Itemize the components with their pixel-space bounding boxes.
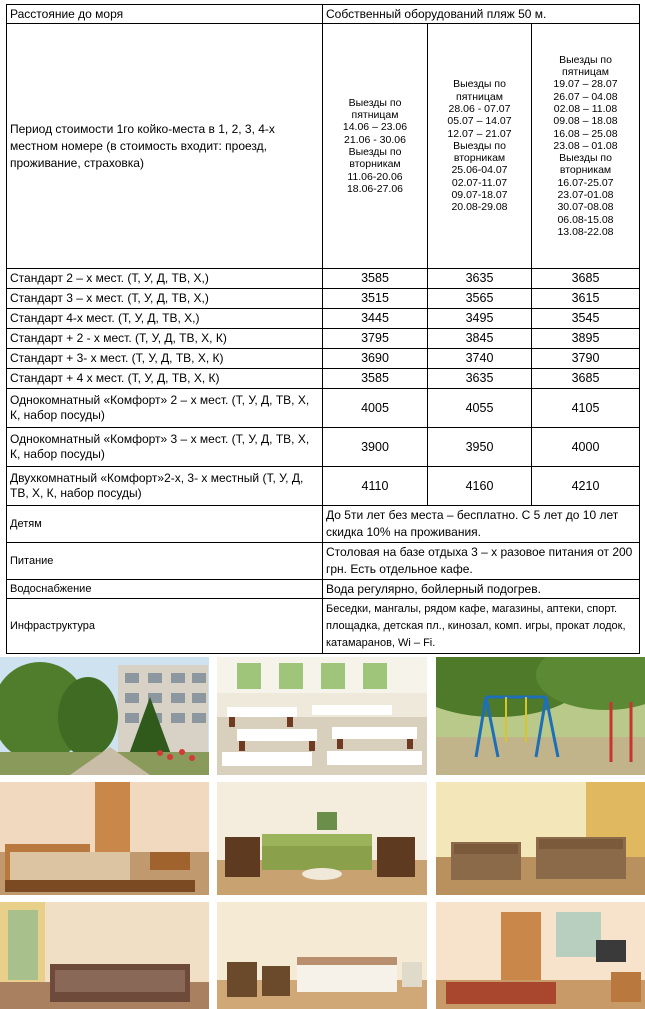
- distance-value: Собственный оборудований пляж 50 м.: [323, 5, 640, 24]
- period-line: Выезды по: [559, 53, 612, 66]
- price-cell: 4210: [532, 467, 640, 506]
- room-name: Двухкомнатный «Комфорт»2-х, 3- х местный (Т, У, Д, ТВ, Х, К, набор посуды): [7, 467, 323, 506]
- photo-playground: [436, 657, 645, 775]
- room-name: Стандарт + 4 х мест. (Т, У, Д, ТВ, Х, К): [7, 369, 323, 389]
- price-cell: 3690: [323, 349, 428, 369]
- period-line: 12.07 – 21.07: [447, 127, 512, 140]
- price-cell: 3900: [323, 428, 428, 467]
- period-line: 02.07-11.07: [451, 176, 508, 189]
- period-line: 25.06-04.07: [451, 164, 508, 177]
- period-line: 16.07-25.07: [557, 176, 614, 189]
- photo-bedroom-twin: [0, 782, 209, 895]
- info-value: Вода регулярно, бойлерный подогрев.: [323, 580, 640, 599]
- period-line: вторникам: [349, 158, 401, 171]
- table-row: [7, 428, 640, 467]
- table-row: [7, 309, 640, 329]
- period-col-3: [532, 24, 640, 269]
- price-cell: 4160: [428, 467, 532, 506]
- price-cell: 3740: [428, 349, 532, 369]
- period-line: Выезды по: [348, 146, 402, 158]
- info-label: Водоснабжение: [7, 580, 323, 599]
- period-line: Выезды по: [453, 78, 506, 91]
- price-cell: 3635: [428, 369, 532, 389]
- period-line: 18.06-27.06: [346, 182, 404, 195]
- info-row: [7, 599, 640, 654]
- price-cell: 3950: [428, 428, 532, 467]
- period-row: [7, 24, 640, 269]
- price-cell: 3685: [532, 369, 640, 389]
- price-table: [6, 4, 640, 654]
- period-line: 30.07-08.08: [557, 201, 614, 214]
- period-line: 16.08 – 25.08: [553, 127, 618, 140]
- period-line: Выезды по: [559, 152, 612, 165]
- period-line: пятницам: [456, 90, 503, 103]
- period-line: 21.06 - 30.06: [344, 133, 406, 146]
- distance-label: Расстояние до моря: [7, 5, 323, 24]
- room-name: Стандарт 3 – х мест. (Т, У, Д, ТВ, Х,): [7, 289, 323, 309]
- period-line: 09.07-18.07: [451, 189, 508, 202]
- price-cell: 3895: [532, 329, 640, 349]
- period-line: 13.08-22.08: [557, 225, 614, 238]
- price-cell: 3795: [323, 329, 428, 349]
- period-line: 09.08 – 18.08: [553, 115, 618, 128]
- price-cell: 3565: [428, 289, 532, 309]
- room-name: Однокомнатный «Комфорт» 3 – х мест. (Т, У, Д, ТВ, Х, К, набор посуды): [7, 428, 323, 467]
- room-name: Стандарт 4-х мест. (Т, У, Д, ТВ, Х,): [7, 309, 323, 329]
- period-line: 23.08 – 01.08: [553, 139, 618, 152]
- price-cell: 4005: [323, 389, 428, 428]
- price-cell: 3545: [532, 309, 640, 329]
- photo-room-double-bed: [217, 902, 427, 1009]
- room-name: Однокомнатный «Комфорт» 2 – х мест. (Т, У, Д, ТВ, Х, К, набор посуды): [7, 389, 323, 428]
- price-cell: 3635: [428, 269, 532, 289]
- table-row: [7, 369, 640, 389]
- period-line: 20.08-29.08: [451, 201, 508, 214]
- photo-living-room: [217, 782, 427, 895]
- photo-building-exterior: [0, 657, 209, 775]
- price-cell: 3845: [428, 329, 532, 349]
- table-row: [7, 329, 640, 349]
- table-row: [7, 269, 640, 289]
- table-row: [7, 349, 640, 369]
- info-label: Питание: [7, 543, 323, 580]
- info-value: До 5ти лет без места – бесплатно. С 5 лет до 10 лет скидка 10% на проживания.: [323, 506, 640, 543]
- period-line: 14.06 – 23.06: [342, 121, 408, 134]
- period-line: Выезды по: [348, 96, 402, 109]
- period-line: 11.06-20.06: [347, 170, 403, 183]
- photo-gallery: [0, 657, 645, 1009]
- photo-room-tv: [436, 902, 645, 1009]
- table-row: [7, 289, 640, 309]
- period-line: вторникам: [453, 152, 506, 165]
- price-cell: 3585: [323, 269, 428, 289]
- info-row: [7, 506, 640, 543]
- period-line: 05.07 – 14.07: [447, 115, 512, 128]
- period-line: пятницам: [351, 109, 399, 122]
- price-cell: 4055: [428, 389, 532, 428]
- table-row: [7, 467, 640, 506]
- price-cell: 3445: [323, 309, 428, 329]
- price-cell: 3515: [323, 289, 428, 309]
- period-line: 28.06 - 07.07: [448, 102, 511, 115]
- info-label: Инфраструктура: [7, 599, 323, 654]
- price-cell: 4105: [532, 389, 640, 428]
- info-value: Беседки, мангалы, рядом кафе, магазины, аптеки, спорт. площадка, детская пл., кинозал, комп. игры, прокат лодок, катамаранов, Wi – Fi.: [323, 599, 640, 654]
- price-cell: 3585: [323, 369, 428, 389]
- period-label: Период стоимости 1го койко-места в 1, 2, 3, 4-х местном номере (в стоимость входит: проезд, проживание, страховка): [7, 24, 323, 269]
- price-cell: 3615: [532, 289, 640, 309]
- period-line: 23.07-01.08: [557, 189, 614, 202]
- photo-bedroom-curtains: [0, 902, 209, 1009]
- period-line: 19.07 – 28.07: [553, 78, 618, 91]
- info-label: Детям: [7, 506, 323, 543]
- room-name: Стандарт + 2 - х мест. (Т, У, Д, ТВ, Х, К): [7, 329, 323, 349]
- photo-dining-hall: [217, 657, 427, 775]
- period-line: 06.08-15.08: [557, 213, 614, 226]
- price-cell: 3790: [532, 349, 640, 369]
- photo-bedroom-two-beds: [436, 782, 645, 895]
- price-cell: 4110: [323, 467, 428, 506]
- room-name: Стандарт + 3- х мест. (Т, У, Д, ТВ, Х, К): [7, 349, 323, 369]
- period-line: Выезды по: [453, 139, 506, 152]
- distance-row: [7, 5, 640, 24]
- period-line: пятницам: [562, 66, 609, 79]
- price-cell: 3685: [532, 269, 640, 289]
- info-row: [7, 580, 640, 599]
- price-cell: 4000: [532, 428, 640, 467]
- price-cell: 3495: [428, 309, 532, 329]
- info-value: Столовая на базе отдыха 3 – х разовое питания от 200 грн. Есть отдельное кафе.: [323, 543, 640, 580]
- table-row: [7, 389, 640, 428]
- period-line: вторникам: [559, 164, 612, 177]
- period-line: 26.07 – 04.08: [553, 90, 618, 103]
- period-col-1: [323, 24, 428, 269]
- period-col-2: [428, 24, 532, 269]
- period-line: 02.08 – 11.08: [553, 102, 618, 115]
- info-row: [7, 543, 640, 580]
- room-name: Стандарт 2 – х мест. (Т, У, Д, ТВ, Х,): [7, 269, 323, 289]
